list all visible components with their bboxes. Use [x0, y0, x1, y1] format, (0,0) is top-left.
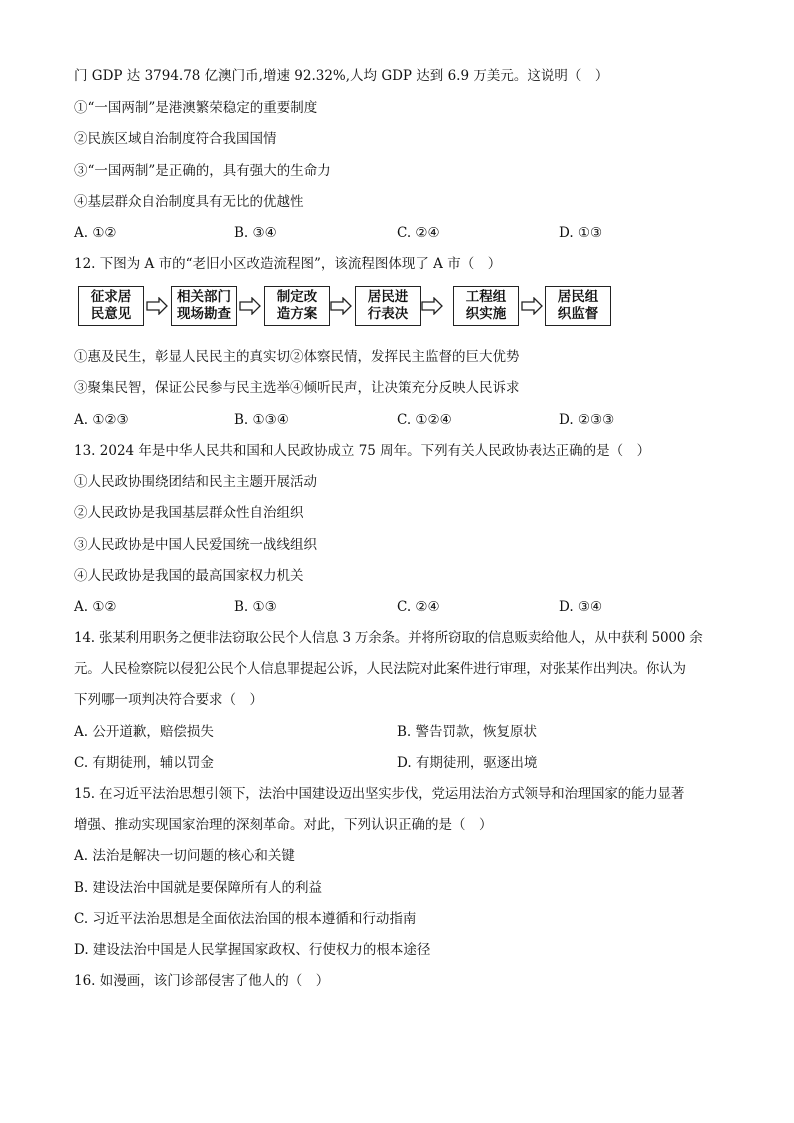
q12-item-line-1: ①惠及民生，彰显人民民主的真实切②体察民情，发挥民主监督的巨大优势 — [74, 349, 520, 365]
q14-option-d: D. 有期徒刑，驱逐出境 — [397, 755, 538, 771]
flow-step-1: 征求居 民意见 — [78, 286, 144, 326]
q11-item-1: ①“一国两制”是港澳繁荣稳定的重要制度 — [74, 100, 318, 116]
q13-option-b: B. ①③ — [234, 599, 277, 615]
q14-option-c: C. 有期徒刑，辅以罚金 — [74, 755, 214, 771]
q15-option-b: B. 建设法治中国就是要保障所有人的利益 — [74, 880, 323, 896]
q11-item-3: ③“一国两制”是正确的，具有强大的生命力 — [74, 163, 331, 179]
q14-option-b: B. 警告罚款，恢复原状 — [397, 724, 538, 740]
q13-option-a: A. ①② — [74, 599, 117, 615]
q13-option-d: D. ③④ — [559, 599, 603, 615]
q12-option-d: D. ②③③ — [559, 412, 615, 428]
q15-option-d: D. 建设法治中国是人民掌握国家政权、行使权力的根本途径 — [74, 942, 431, 958]
q11-option-a: A. ①② — [74, 225, 117, 241]
q15-option-a: A. 法治是解决一切问题的核心和关键 — [74, 848, 295, 864]
q11-option-d: D. ①③ — [559, 225, 603, 241]
q11-option-b: B. ③④ — [234, 225, 277, 241]
q11-item-2: ②民族区域自治制度符合我国国情 — [74, 131, 277, 147]
question-16-stem: 16. 如漫画，该门诊部侵害了他人的（ ） — [74, 973, 330, 989]
question-15-stem-line-2: 增强、推动实现国家治理的深刻革命。对此，下列认识正确的是（ ） — [74, 817, 493, 833]
question-14-stem-line-2: 元。人民检察院以侵犯公民个人信息罪提起公诉，人民法院对此案件进行审理，对张某作出判决。你认为 — [74, 661, 686, 677]
renovation-flowchart — [78, 286, 614, 330]
q12-option-a: A. ①②③ — [74, 412, 129, 428]
question-12-stem: 12. 下图为 A 市的“老旧小区改造流程图”，该流程图体现了 A 市（ ） — [74, 256, 502, 272]
flow-step-3: 制定改 造方案 — [264, 286, 330, 326]
q12-option-c: C. ①②④ — [397, 412, 452, 428]
question-14-stem-line-1: 14. 张某利用职务之便非法窃取公民个人信息 3 万余条。并将所窃取的信息贩卖给他人，从中获利 5000 余 — [74, 630, 703, 646]
flow-arrow-icon — [521, 297, 543, 315]
flow-arrow-icon — [421, 297, 443, 315]
flow-arrow-icon — [239, 297, 261, 315]
q15-option-c: C. 习近平法治思想是全面依法治国的根本遵循和行动指南 — [74, 911, 417, 927]
q14-option-a: A. 公开道歉，赔偿损失 — [74, 724, 214, 740]
q11-item-4: ④基层群众自治制度具有无比的优越性 — [74, 194, 304, 210]
flow-step-4: 居民进 行表决 — [355, 286, 421, 326]
q13-item-3: ③人民政协是中国人民爱国统一战线组织 — [74, 537, 317, 553]
q13-option-c: C. ②④ — [397, 599, 440, 615]
flow-step-5: 工程组 织实施 — [453, 286, 519, 326]
q12-item-line-2: ③聚集民智，保证公民参与民主选举④倾听民声，让决策充分反映人民诉求 — [74, 380, 520, 396]
question-14-stem-line-3: 下列哪一项判决符合要求（ ） — [74, 692, 263, 708]
flow-step-2: 相关部门 现场勘查 — [171, 286, 237, 326]
q13-item-4: ④人民政协是我国的最高国家权力机关 — [74, 568, 304, 584]
question-15-stem-line-1: 15. 在习近平法治思想引领下，法治中国建设迈出坚实步伐，党运用法治方式领导和治理国家的能力显著 — [74, 786, 685, 802]
question-13-stem: 13. 2024 年是中华人民共和国和人民政协成立 75 周年。下列有关人民政协表达正确的是（ ） — [74, 443, 651, 459]
question-11-stem: 门 GDP 达 3794.78 亿澳门币,增速 92.32%,人均 GDP 达到 6.9 万美元。这说明（ ） — [74, 68, 609, 84]
flow-step-6: 居民组 织监督 — [545, 286, 611, 326]
flow-arrow-icon — [330, 297, 352, 315]
flow-arrow-icon — [146, 297, 168, 315]
q12-option-b: B. ①③④ — [234, 412, 289, 428]
q13-item-1: ①人民政协围绕团结和民主主题开展活动 — [74, 474, 317, 490]
q13-item-2: ②人民政协是我国基层群众性自治组织 — [74, 505, 304, 521]
q11-option-c: C. ②④ — [397, 225, 440, 241]
